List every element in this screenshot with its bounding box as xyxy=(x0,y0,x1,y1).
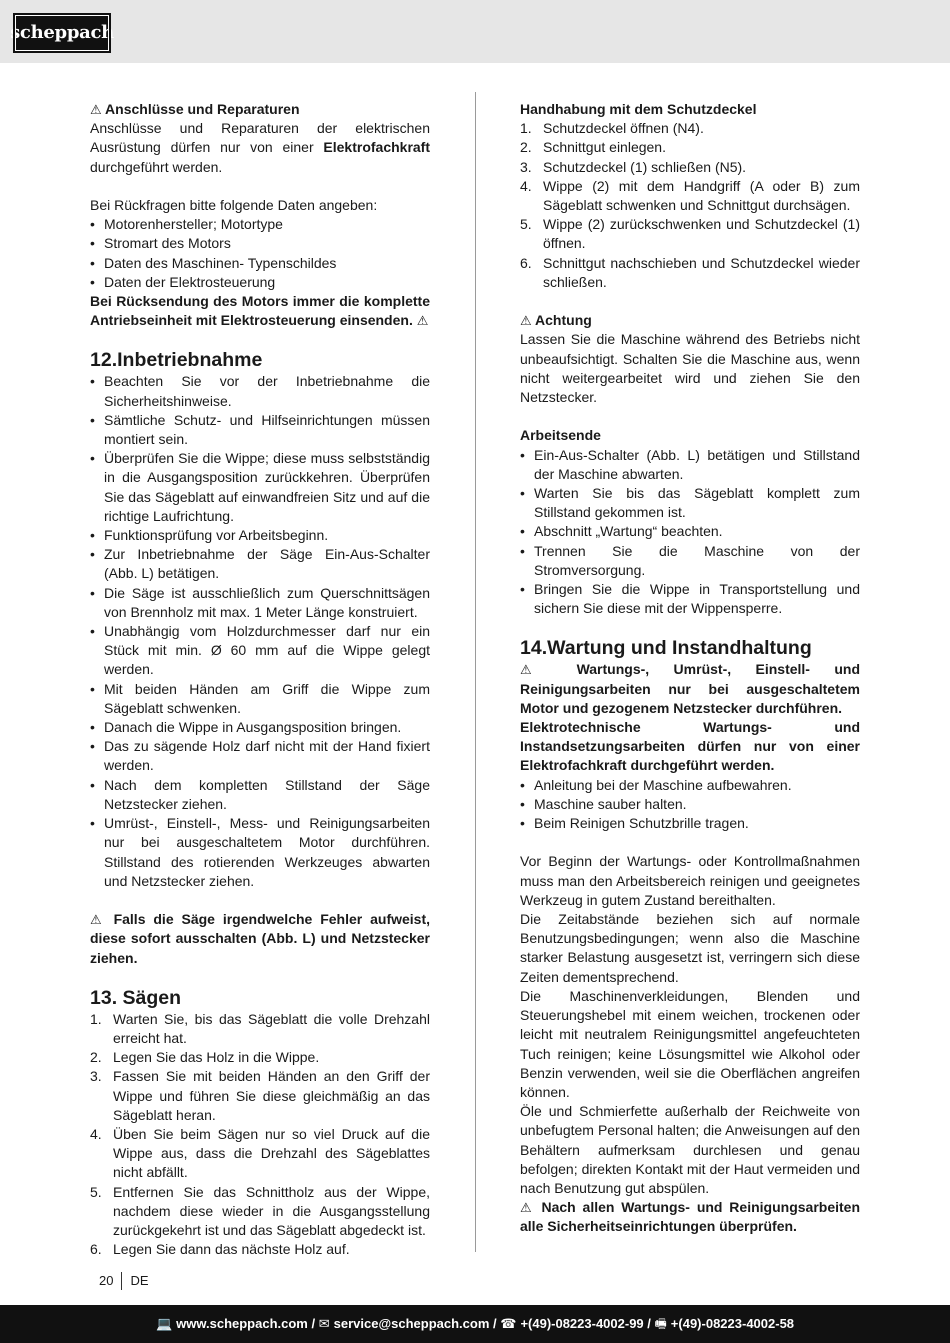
right-column xyxy=(520,100,860,1237)
scheppach-logo: scheppach xyxy=(15,15,109,51)
section-title-14: 14.Wartung und Instandhaltung xyxy=(520,637,812,660)
list-item: 4. Wippe (2) mit dem Handgriff (A oder B) zum Sägeblatt schwenken und Schnittgut durchsägen. xyxy=(520,177,860,214)
list-item: 5. Entfernen Sie das Schnittholz aus der Wippe, nachdem diese wieder in die Ausgangsstellung zurückgekehrt ist und das Sägeblatt abgedeckt ist. xyxy=(90,1183,430,1238)
warning-notice: ⚠ Nach allen Wartungs- und Reinigungsarbeiten alle Sicherheitseinrichtungen überprüfen. xyxy=(520,1199,860,1235)
list-item: • Warten Sie bis das Sägeblatt komplett zum Stillstand gekommen ist. xyxy=(520,484,860,522)
column-divider xyxy=(475,92,476,1252)
warning-icon: ⚠ xyxy=(90,102,102,117)
footer-fax: +(49)-08223-4002-58 xyxy=(670,1316,795,1332)
bullet-list xyxy=(90,215,430,292)
left-column xyxy=(90,100,430,1259)
list-item: • Beim Reinigen Schutzbrille tragen. xyxy=(520,814,860,833)
list-item: 3. Fassen Sie mit beiden Händen an den Griff der Wippe und führen Sie diese gleichmäßig an das Sägeblatt heran. xyxy=(90,1068,430,1123)
list-item: 5. Wippe (2) zurückschwenken und Schutzdeckel (1) öffnen. xyxy=(520,216,860,252)
paragraph: Vor Beginn der Wartungs- oder Kontrollmaßnahmen muss man den Arbeitsbereich reinigen und geeignetes Werkzeug in gutem Zustand bereithalten. xyxy=(520,853,860,908)
warning-notice: ⚠ Wartungs-, Umrüst-, Einstell- und Reinigungsarbeiten nur bei ausgeschaltetem Motor und gezogenem Netzstecker durchführen. xyxy=(520,661,861,716)
page-number xyxy=(99,1271,149,1290)
list-item: • Stromart des Motors xyxy=(90,234,430,253)
section-title-13: 13. Sägen xyxy=(90,986,182,1009)
list-item: • Anleitung bei der Maschine aufbewahren. xyxy=(520,776,860,795)
list-item: • Danach die Wippe in Ausgangsposition bringen. xyxy=(90,718,430,737)
warning-notice: ⚠ Falls die Säge irgendwelche Fehler aufweist, diese sofort ausschalten (Abb. L) und Netzstecker ziehen. xyxy=(90,911,431,966)
paragraph: Die Zeitabstände beziehen sich auf normale Benutzungsbedingungen; wenn also die Maschine starker Belastung ausgesetzt ist, verringern sich diese Zeiten dementsprechend. xyxy=(520,911,860,985)
bullet-list xyxy=(520,446,860,619)
bullet-list xyxy=(90,372,430,890)
list-item: 1. Schutzdeckel öffnen (N4). xyxy=(520,120,704,137)
list-item: • Unabhängig vom Holzdurchmesser darf nur ein Stück mit min. Ø 60 mm auf die Wippe gelegt werden. xyxy=(90,622,430,680)
list-item: • Daten des Maschinen- Typenschildes xyxy=(90,254,430,273)
numbered-list xyxy=(520,119,860,292)
list-item: • Mit beiden Händen am Griff die Wippe zum Sägeblatt schwenken. xyxy=(90,680,430,718)
list-item: • Sämtliche Schutz- und Hilfseinrichtungen müssen montiert sein. xyxy=(90,411,430,449)
list-item: • Funktionsprüfung vor Arbeitsbeginn. xyxy=(90,526,430,545)
numbered-list xyxy=(90,1010,430,1260)
section-heading-arbeitsende: Arbeitsende xyxy=(520,427,601,444)
page-number-separator xyxy=(121,1272,122,1290)
bold-notice: Bei Rücksendung des Motors immer die komplette Antriebseinheit mit Elektrosteuerung einsenden. ⚠ xyxy=(90,293,430,329)
list-item: • Abschnitt „Wartung“ beachten. xyxy=(520,522,860,541)
computer-icon: 💻 xyxy=(155,1316,173,1332)
page-header xyxy=(0,0,950,63)
warning-icon: ⚠ xyxy=(520,662,553,678)
list-item: 4. Üben Sie beim Sägen nur so viel Druck auf die Wippe aus, dass die Drehzahl des Sägeblattes nicht abfällt. xyxy=(90,1125,430,1181)
list-item: 6. Schnittgut nachschieben und Schutzdeckel wieder schließen. xyxy=(520,254,860,290)
list-item: 6. Legen Sie dann das nächste Holz auf. xyxy=(90,1241,350,1258)
list-item: • Maschine sauber halten. xyxy=(520,795,860,814)
list-item: • Überprüfen Sie die Wippe; diese muss selbstständig in die Ausgangsposition zurückkehren. Überprüfen Sie das Sägeblatt auf einwandfreien Sitz und auf die richtige Laufrichtung. xyxy=(90,449,430,526)
list-item: 2. Schnittgut einlegen. xyxy=(520,139,666,156)
bullet-list xyxy=(520,776,860,834)
paragraph: Öle und Schmierfette außerhalb der Reichweite von unbefugtem Personal halten; die Anweisungen auf den Behältern aufmerksam durchlesen und genau befolgen; direkten Kontakt mit der Haut vermeiden und nach Benutzung gut abspülen. xyxy=(520,1103,860,1196)
warning-icon: ⚠ xyxy=(416,313,429,329)
warning-icon: ⚠ xyxy=(520,313,532,329)
page-footer xyxy=(0,1305,950,1343)
list-item: • Daten der Elektrosteuerung xyxy=(90,273,430,292)
list-item: • Umrüst-, Einstell-, Mess- und Reinigungsarbeiten nur bei ausgeschaltetem Motor durchführen. Stillstand des rotierenden Werkzeuges abwarten und Netzstecker ziehen. xyxy=(90,814,430,891)
list-item: 3. Schutzdeckel (1) schließen (N5). xyxy=(520,158,747,175)
section-title-12: 12.Inbetriebnahme xyxy=(90,349,263,372)
bold-notice: Elektrotechnische Wartungs- und Instandsetzungsarbeiten dürfen nur von einer Elektrofachkraft durchgeführt werden. xyxy=(520,719,860,774)
list-item: • Beachten Sie vor der Inbetriebnahme die Sicherheitshinweise. xyxy=(90,372,430,410)
fax-icon: 🖷 xyxy=(654,1316,667,1332)
paragraph: Anschlüsse und Reparaturen der elektrischen Ausrüstung dürfen nur von einer Elektrofachkraft durchgeführt werden. xyxy=(90,120,430,175)
footer-web: www.scheppach.com / xyxy=(176,1316,316,1332)
list-item: • Ein-Aus-Schalter (Abb. L) betätigen und Stillstand der Maschine abwarten. xyxy=(520,446,860,484)
warning-icon: ⚠ xyxy=(90,912,106,928)
paragraph: Die Maschinenverkleidungen, Blenden und Steuerungshebel mit einem weichen, trockenen oder leicht mit neutralem Reinigungsmittel angefeuchteten Tuch reinigen; keine Lösungsmittel wie Alkohol oder Benzin verwenden, weil sie die Oberflächen angreifen können. xyxy=(520,987,860,1100)
list-item: 1. Warten Sie, bis das Sägeblatt die volle Drehzahl erreicht hat. xyxy=(90,1010,430,1046)
language-code: DE xyxy=(130,1273,149,1288)
footer-email: service@scheppach.com / xyxy=(333,1316,497,1332)
list-item: • Trennen Sie die Maschine von der Stromversorgung. xyxy=(520,542,860,580)
page-number-value: 20 xyxy=(99,1273,114,1288)
footer-phone: +(49)-08223-4002-99 / xyxy=(520,1316,651,1332)
paragraph: Lassen Sie die Maschine während des Betriebs nicht unbeaufsichtigt. Schalten Sie die Maschine aus, wenn nicht weitergearbeitet wird und ziehen Sie den Netzstecker. xyxy=(520,331,860,406)
list-item: • Zur Inbetriebnahme der Säge Ein-Aus-Schalter (Abb. L) betätigen. xyxy=(90,545,430,583)
section-heading-schutzdeckel: Handhabung mit dem Schutzdeckel xyxy=(520,101,757,117)
list-item: • Das zu sägende Holz darf nicht mit der Hand fixiert werden. xyxy=(90,737,430,775)
mail-icon: ✉ xyxy=(318,1316,330,1332)
list-item: • Nach dem kompletten Stillstand der Säge Netzstecker ziehen. xyxy=(90,776,430,814)
section-heading-achtung: ⚠ Achtung xyxy=(520,312,592,329)
warning-icon: ⚠ xyxy=(520,1200,535,1216)
list-item: • Die Säge ist ausschließlich zum Querschnittsägen von Brennholz mit max. 1 Meter Länge konstruiert. xyxy=(90,584,430,622)
list-item: • Bringen Sie die Wippe in Transportstellung und sichern Sie diese mit der Wippensperre. xyxy=(520,580,860,618)
paragraph: Bei Rückfragen bitte folgende Daten angeben: xyxy=(90,197,378,213)
list-item: 2. Legen Sie das Holz in die Wippe. xyxy=(90,1049,320,1066)
phone-icon: ☎ xyxy=(500,1316,517,1332)
section-heading-anschluesse: ⚠ Anschlüsse und Reparaturen xyxy=(90,101,300,117)
list-item: • Motorenhersteller; Motortype xyxy=(90,215,430,234)
